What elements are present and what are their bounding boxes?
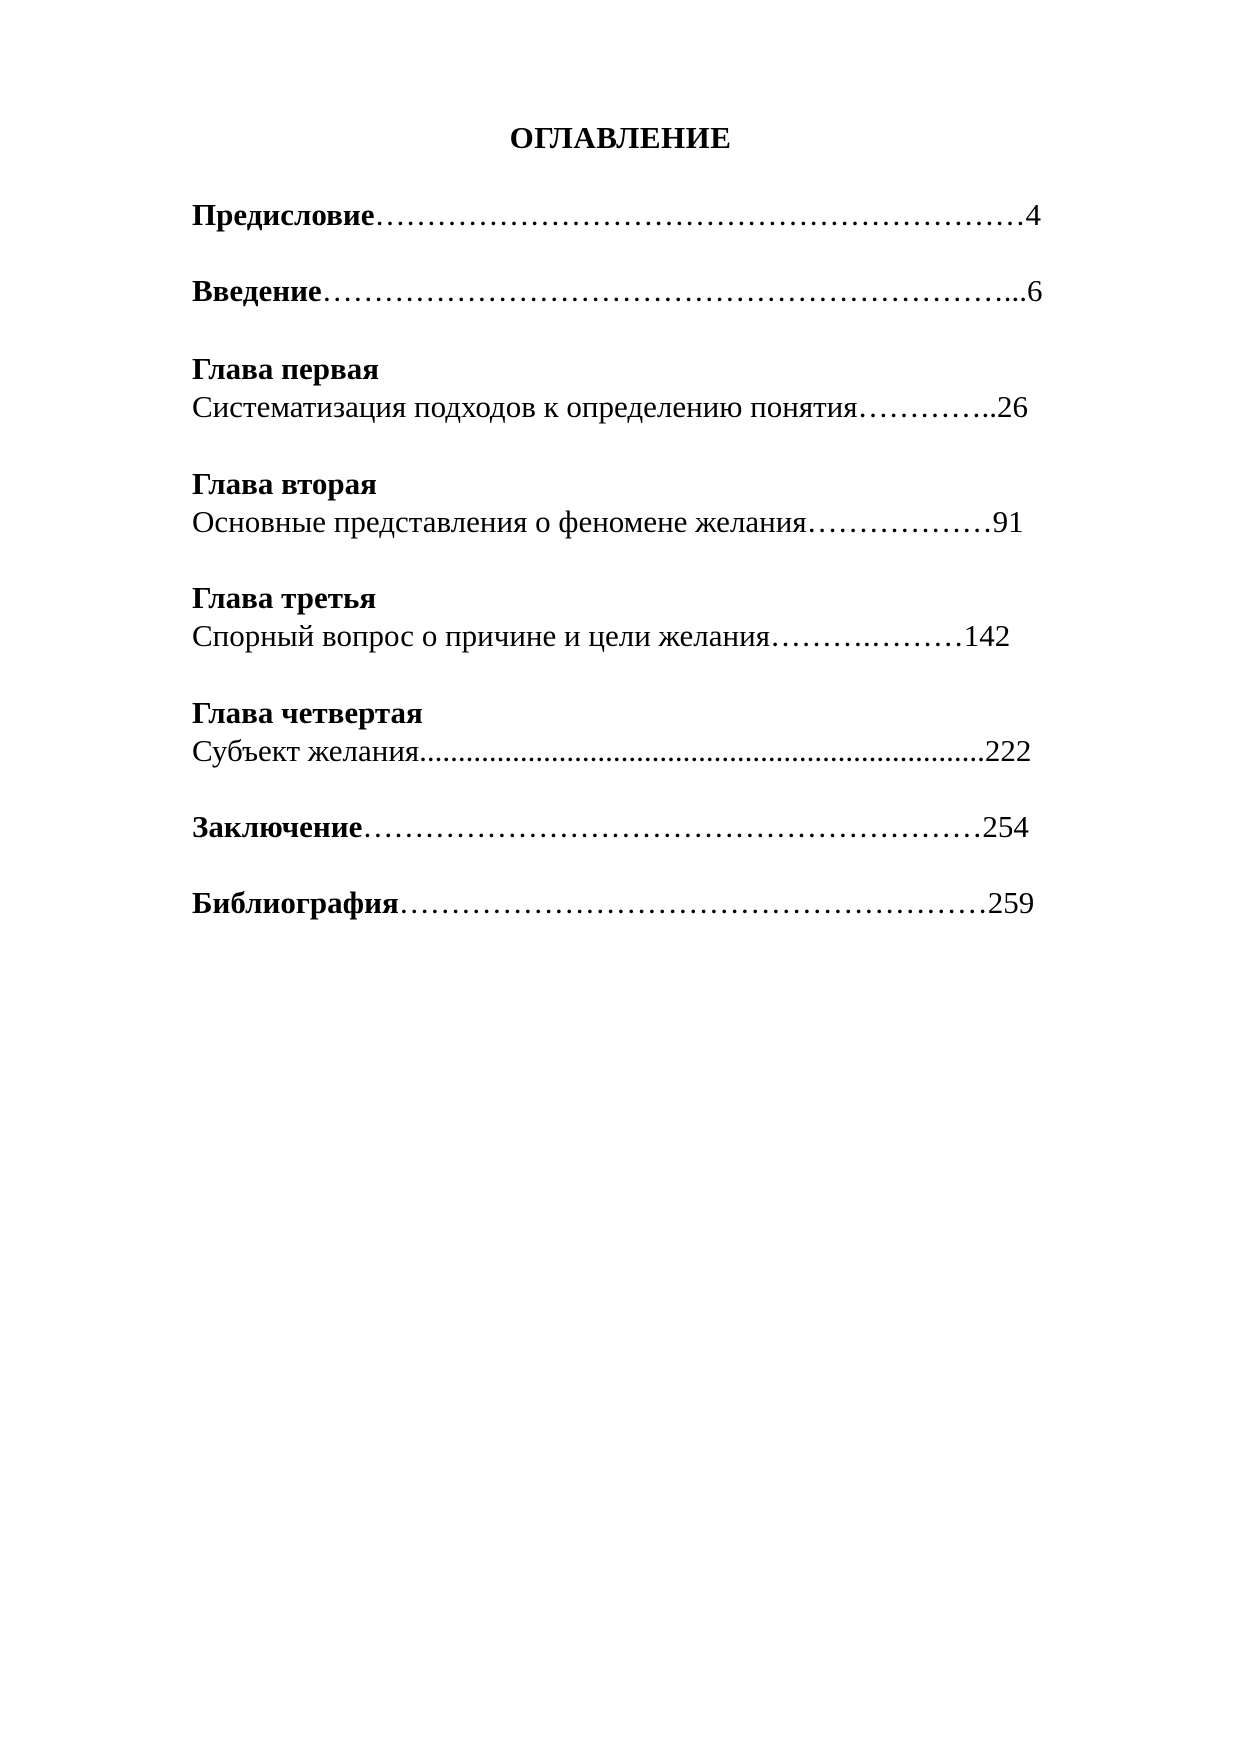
toc-leader: ……….………	[769, 618, 964, 653]
toc-page-number: 259	[987, 885, 1035, 920]
toc-leader: ………………………………………………………	[374, 197, 1026, 232]
toc-entry-heading: Предисловие	[192, 197, 375, 232]
toc-chapter-heading: Глава первая	[192, 351, 379, 386]
toc-page-number: 254	[982, 809, 1029, 844]
toc-entry-bibliography[interactable]	[192, 884, 1034, 922]
toc-entry-chapter-4[interactable]	[192, 732, 1031, 770]
toc-leader: ………………	[806, 504, 993, 539]
toc-leader: ……………………………………………………	[362, 809, 983, 844]
toc-title: ОГЛАВЛЕНИЕ	[509, 120, 732, 155]
toc-entry-introduction[interactable]	[192, 272, 1042, 310]
toc-entry-heading: Библиография	[192, 885, 399, 920]
toc-page-number: 6	[1026, 273, 1043, 308]
toc-page-number: 26	[997, 389, 1029, 424]
toc-page-number: 142	[963, 618, 1011, 653]
toc-leader: .........................................................................	[419, 733, 985, 768]
toc-entry-conclusion[interactable]	[192, 808, 1029, 846]
toc-chapter-heading: Глава третья	[192, 580, 377, 615]
toc-entry-subtitle: Основные представления о феномене желания	[192, 504, 807, 539]
toc-entry-preface[interactable]	[192, 196, 1041, 234]
toc-leader: …………………………………………………………...	[321, 273, 1027, 308]
toc-entry-heading: Заключение	[192, 809, 363, 844]
toc-chapter-heading: Глава вторая	[192, 466, 377, 501]
toc-page-number: 4	[1025, 197, 1041, 232]
toc-page-number: 91	[992, 504, 1024, 539]
toc-entry-chapter-2[interactable]	[192, 503, 1024, 541]
toc-entry-subtitle: Субъект желания	[192, 733, 420, 768]
toc-entry-subtitle: Спорный вопрос о причине и цели желания	[192, 618, 770, 653]
toc-entry-subtitle: Систематизация подходов к определению понятия	[192, 389, 858, 424]
toc-entry-chapter-1[interactable]	[192, 388, 1028, 426]
toc-entry-heading: Введение	[192, 273, 322, 308]
toc-chapter-heading: Глава четвертая	[192, 695, 423, 730]
toc-page-number: 222	[984, 733, 1032, 768]
toc-leader: …………………………………………………	[398, 885, 988, 920]
toc-leader: …………..	[857, 389, 998, 424]
toc-entry-chapter-3[interactable]	[192, 617, 1010, 655]
